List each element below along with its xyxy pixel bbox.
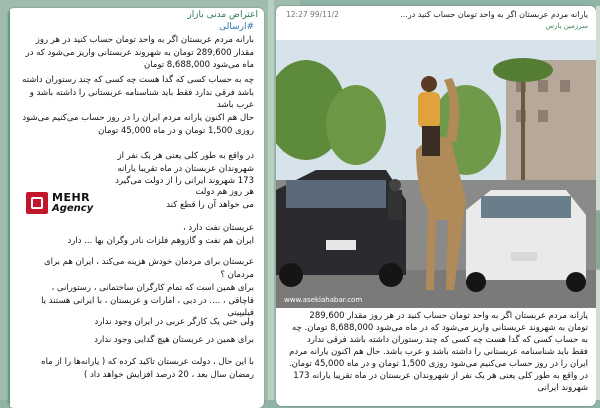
- post-timestamp: 12:27 99/11/2: [286, 10, 339, 19]
- channel-label[interactable]: اعتراض مدنی بازار: [187, 10, 258, 20]
- paragraph-3: حال هم اکنون یارانه مردم ایران را در روز حساب می‌کنیم می‌شود روزی 1,500 تومان و در ماه 45,000 تومان: [22, 113, 254, 136]
- street-camel-image: [276, 40, 596, 308]
- paragraph-5: هر روز هم دولت می خواهد آن را قطع کند: [166, 187, 254, 210]
- paragraph-4: در واقع به طور کلی یعنی هر یک نفر از شهروندان عربستان در ماه تقریبا یارانه 173 شهروند ایرانی را از دولت می‌گیرد: [115, 151, 254, 186]
- scrollbar-thumb[interactable]: [596, 210, 600, 270]
- paragraph-10: برای همین در عربستان هیچ گدایی وجود ندارد: [94, 335, 254, 345]
- paragraph-7: عربستان برای مردمان خودش هزینه می‌کند ، ایران هم برای مردمان ؟: [43, 257, 254, 280]
- left-message-bubble[interactable]: [8, 8, 264, 408]
- post-photo[interactable]: [276, 40, 596, 308]
- paragraph-11: با این حال ، دولت عربستان تاکید کرده که ( یارانه‌ها را از ماه رمضان سال بعد ، 20 درصد افزایش خواهد داد ): [41, 357, 254, 380]
- paragraph-2: چه به حساب کسی که گدا هست چه کسی که چند رستوران داشته باشد فرقی ندارد فقط باید شناسنامه عربستانی را داشته باشد و عرب باشد: [22, 75, 254, 110]
- scrollbar-track[interactable]: [596, 6, 600, 400]
- divider: [268, 0, 274, 400]
- watermark-text: www.aseklahabar.com: [284, 296, 363, 304]
- paragraph-6: عربستان نفت دارد ، ایران هم نفت و گازوهم فلزات نادر وگران بها ... دارد: [67, 223, 254, 246]
- logo-sub: Agency: [52, 203, 94, 214]
- mehr-agency-logo: [26, 192, 118, 216]
- logo-brand: MEHR: [52, 191, 91, 204]
- post-channel-name[interactable]: سرزمین پارس: [545, 22, 588, 30]
- paragraph-8: برای همین است که تمام کارگران ساختمانی ، رستورانی ، قاچاقی ، .... در دبی ، امارات و عربستان ، با ایرانی هستند یا فیلیپینی: [41, 283, 254, 318]
- forward-indicator: [8, 8, 10, 408]
- paragraph-1: بارانه مردم عربستان اگر به واحد تومان حساب کنید در هر روز مقدار 289,600 تومان به شهروند عربستانی واریز می‌شود که در ماه می‌شود 8,688,000 تومان: [25, 35, 254, 70]
- post-header[interactable]: یارانه مردم عربستان اگر به واحد تومان حساب کنید در...: [400, 10, 588, 19]
- post-body-text: یارانه مردم عربستان اگر به واحد تومان حساب کنید در هر روز مقدار 289,600 تومان به شهروند عربستانی واریز می‌شود که در ماه می‌شود 8,688,000 تومان. چه به حساب کسی که گدا هست چه کسی که چند رستوران داشته باشد فرقی ندارد فقط باید شناسنامه عربستانی را داشته باشد و عرب باشد. حال هم اکنون یارانه مردم ایران را در روز حساب می‌کنیم می‌شود روزی 1,500 تومان و در ماه 45,000 تومان. در واقع به طور کلی یعنی هر یک نفر از شهروندان عربستان در ماه تقریبا یارانه 173 شهروند ایرانی: [288, 311, 588, 393]
- hashtag-link[interactable]: #ارسالی: [219, 22, 254, 32]
- mehr-logo-mark: [26, 192, 48, 214]
- paragraph-9: ولی حتی یک کارگر عربی در ایران وجود ندارد: [94, 317, 254, 327]
- main-post-bubble[interactable]: [276, 6, 596, 406]
